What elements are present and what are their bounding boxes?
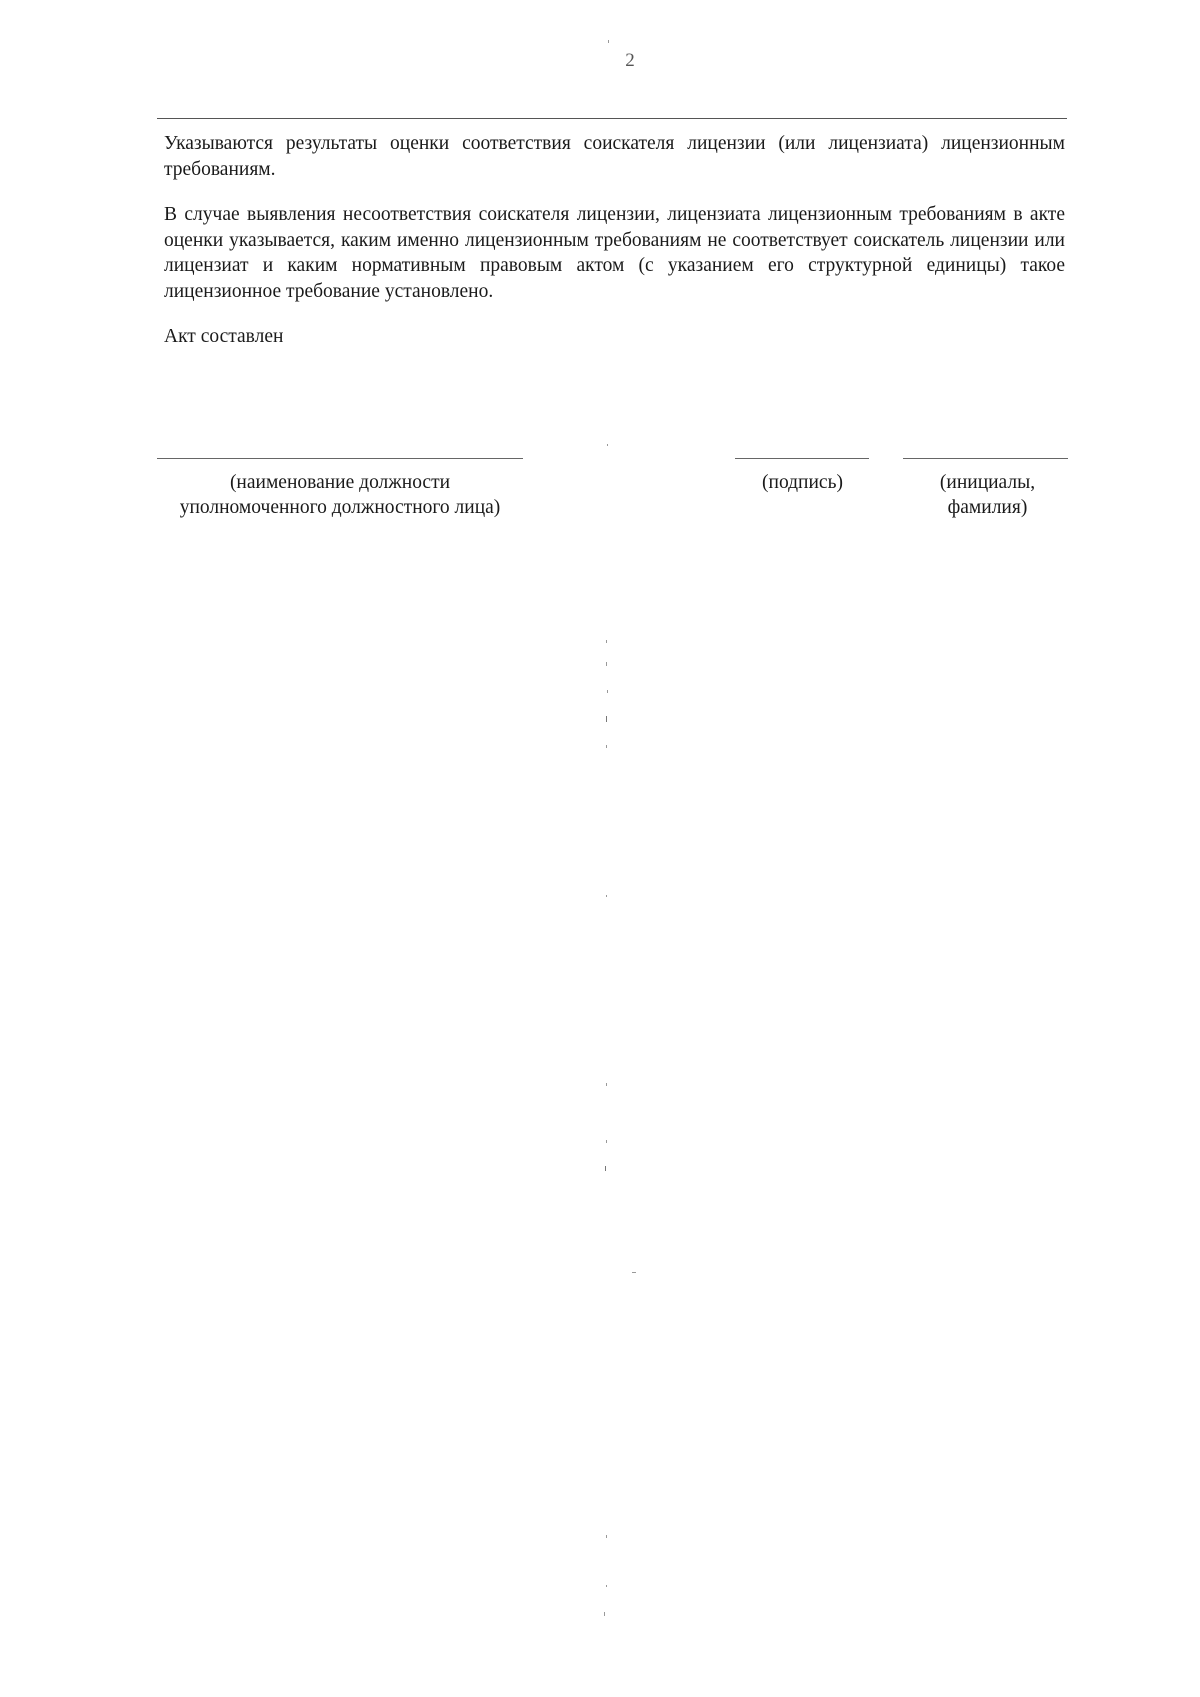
scan-artifact — [606, 1140, 607, 1143]
position-caption: (наименование должности уполномоченного должностного лица) — [179, 472, 501, 518]
scan-artifact — [604, 1612, 605, 1616]
signature-caption: (подпись) — [762, 472, 843, 493]
scan-artifact — [606, 716, 607, 722]
top-divider — [157, 118, 1067, 119]
scan-artifact — [606, 745, 607, 748]
scan-artifact — [607, 444, 608, 446]
paragraph-nonconformity: В случае выявления несоответствия соискателя лицензии, лицензиата лицензионным требованиям в акте оценки указывается, каким именно лицензионным требованиям не соответствует соискатель лицензии или лицензиат и каким нормативным правовым актом (с указанием его структурной единицы) такое лицензионное требование установлено. — [164, 204, 1065, 302]
signature-line — [735, 458, 869, 459]
scan-artifact — [632, 1272, 636, 1273]
scan-artifact — [605, 1166, 606, 1171]
scan-artifact — [606, 1083, 607, 1086]
scan-artifact — [608, 40, 609, 43]
document-body — [164, 131, 1065, 350]
scan-artifact — [607, 690, 608, 693]
name-caption: (инициалы, фамилия) — [939, 472, 1036, 518]
scan-artifact — [606, 640, 607, 643]
scan-artifact — [606, 1535, 607, 1538]
name-signature-line — [903, 458, 1068, 459]
scan-artifact — [606, 1585, 607, 1587]
scan-artifact — [606, 895, 607, 897]
page-number: 2 — [625, 50, 635, 71]
scan-artifact — [606, 662, 607, 666]
act-composed-label: Акт составлен — [164, 326, 284, 347]
position-signature-line — [157, 458, 523, 459]
paragraph-assessment-results: Указываются результаты оценки соответствия соискателя лицензии (или лицензиата) лицензионным требованиям. — [164, 133, 1065, 180]
